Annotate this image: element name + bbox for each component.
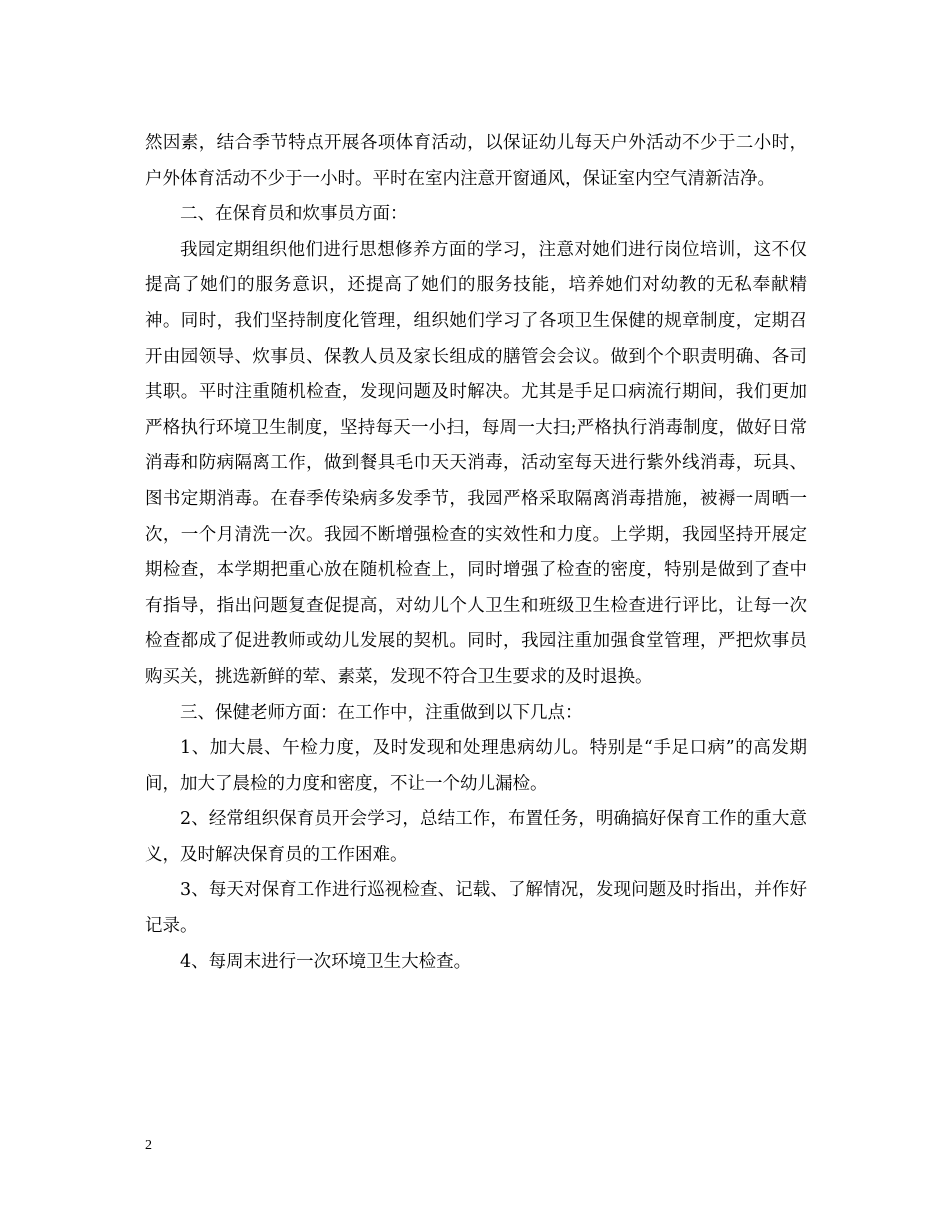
list-item-4: 4、每周末进行一次环境卫生大检查。 bbox=[180, 951, 472, 972]
list-item-3: 3、每天对保育工作进行巡视检查、记载、了解情况，发现问题及时指出，并作好记录。 bbox=[145, 880, 807, 937]
list-item-1: 1、加大晨、午检力度，及时发现和处理患病幼儿。特别是“手足口病”的高发期间，加大了晨检的力度和密度，不让一个幼儿漏检。 bbox=[145, 738, 807, 794]
document-body bbox=[145, 126, 807, 980]
section-heading-health-teacher: 三、保健老师方面：在工作中，注重做到以下几点： bbox=[180, 702, 583, 723]
list-item-2: 2、经常组织保育员开会学习，总结工作，布置任务，明确搞好保育工作的重大意义，及时解决保育员的工作困难。 bbox=[145, 809, 807, 865]
page-number: 2 bbox=[145, 1138, 152, 1153]
section-heading-childcare-staff: 二、在保育员和炊事员方面： bbox=[180, 204, 408, 225]
paragraph-childcare-staff: 我园定期组织他们进行思想修养方面的学习，注意对她们进行岗位培训，这不仅提高了她们的服务意识，还提高了她们的服务技能，培养她们对幼教的无私奉献精神。同时，我们坚持制度化管理，组织她们学习了各项卫生保健的规章制度，定期召开由园领导、炊事员、保教人员及家长组成的膳管会会议。做到个个职责明确、各司其职。平时注重随机检查，发现问题及时解决。尤其是手足口病流行期间，我们更加严格执行环境卫生制度，坚持每天一小扫，每周一大扫;严格执行消毒制度，做好日常消毒和防病隔离工作，做到餐具毛巾天天消毒，活动室每天进行紫外线消毒，玩具、图书定期消毒。在春季传染病多发季节，我园严格采取隔离消毒措施，被褥一周晒一次，一个月清洗一次。我园不断增强检查的实效性和力度。上学期，我园坚持开展定期检查，本学期把重心放在随机检查上，同时增强了检查的密度，特别是做到了查中有指导，指出问题复查促提高，对幼儿个人卫生和班级卫生检查进行评比，让每一次检查都成了促进教师或幼儿发展的契机。同时，我园注重加强食堂管理，严把炊事员购买关，挑选新鲜的荤、素菜，发现不符合卫生要求的及时退换。 bbox=[145, 239, 807, 687]
paragraph-continuation: 然因素，结合季节特点开展各项体育活动，以保证幼儿每天户外活动不少于二小时，户外体育活动不少于一小时。平时在室内注意开窗通风，保证室内空气清新洁净。 bbox=[145, 133, 807, 189]
